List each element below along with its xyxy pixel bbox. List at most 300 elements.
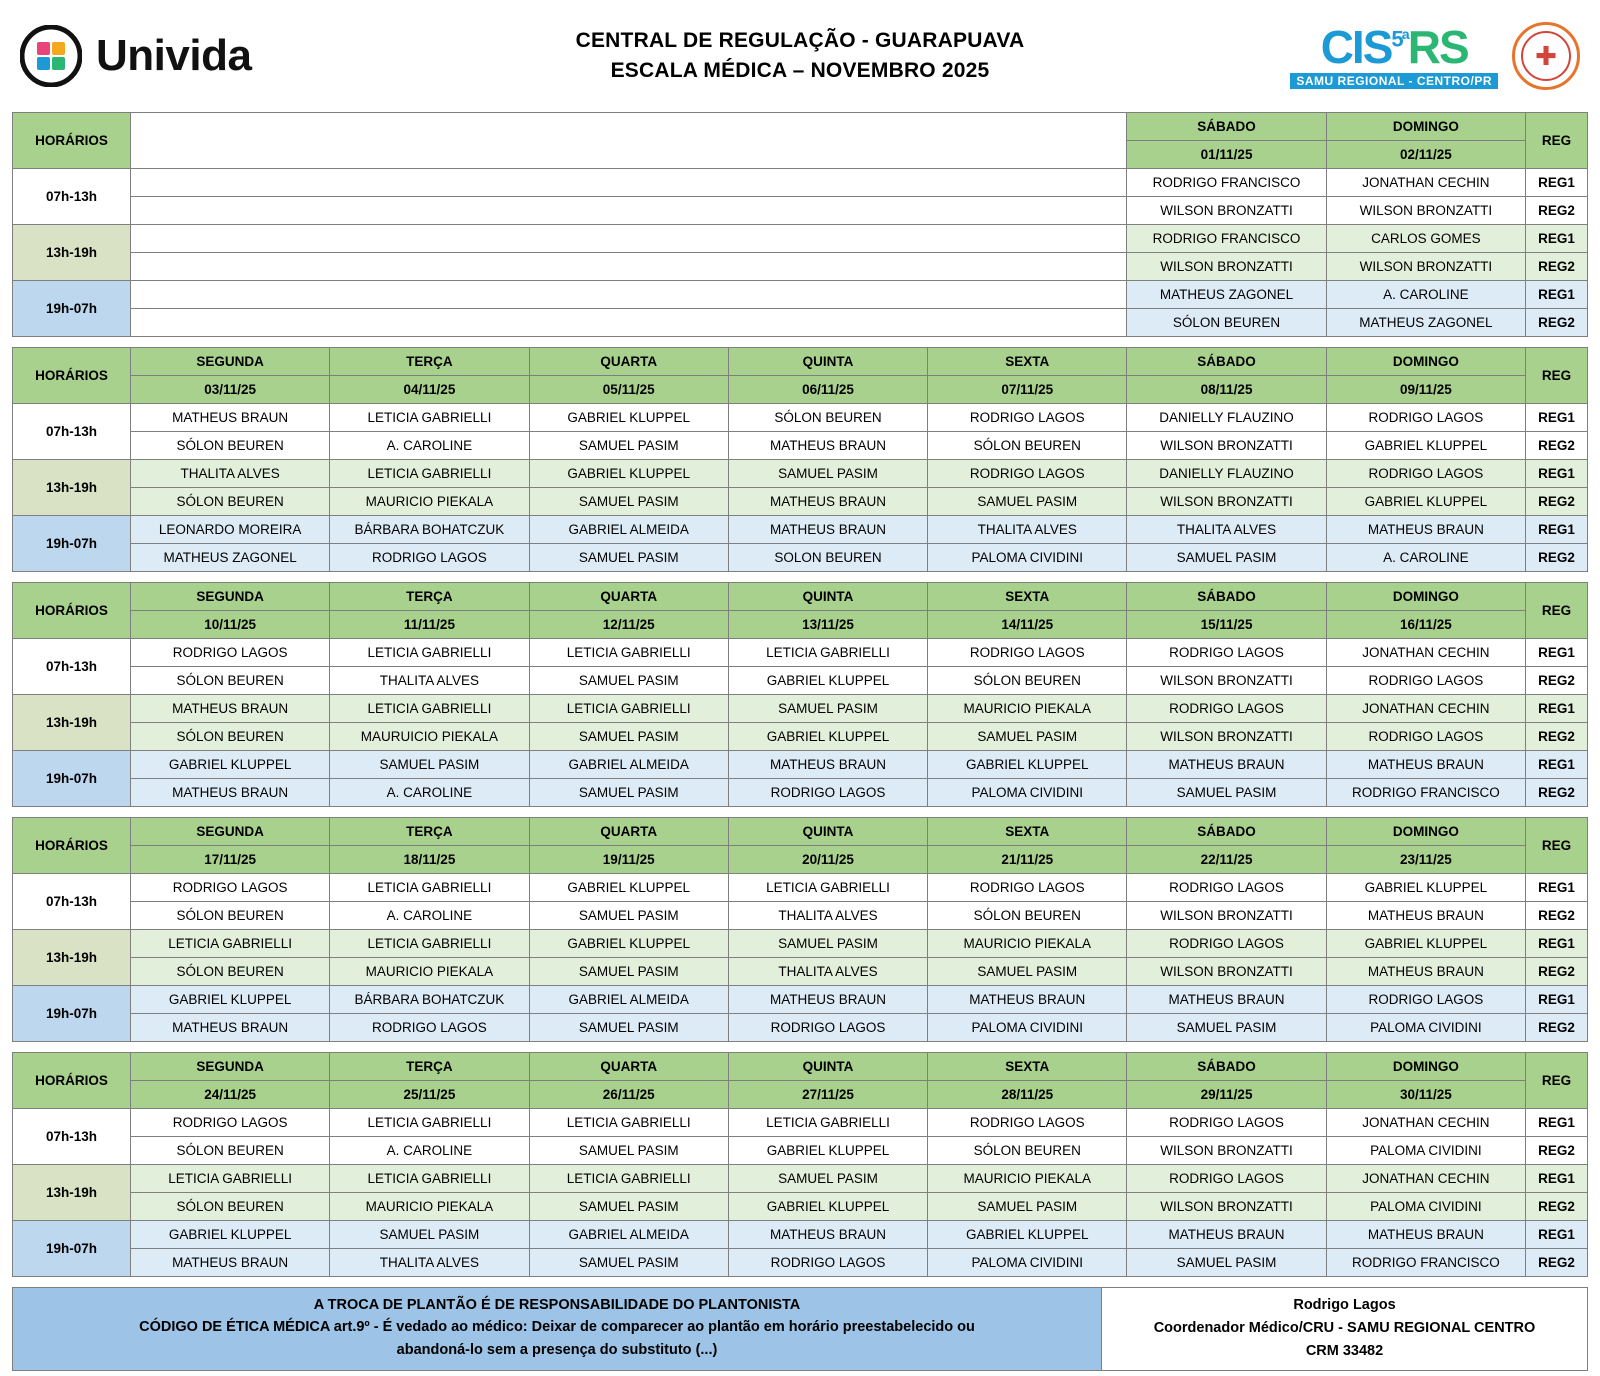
weekday-header: QUINTA (728, 818, 927, 846)
cis-logo-text (1290, 20, 1498, 73)
doctor-cell: SÓLON BEUREN (131, 1193, 330, 1221)
page-header (12, 0, 1588, 112)
table-row (13, 544, 1588, 572)
doctor-cell: SÓLON BEUREN (131, 723, 330, 751)
doctor-cell: SAMUEL PASIM (728, 930, 927, 958)
doctor-cell: SAMUEL PASIM (529, 1249, 728, 1277)
horarios-header: HORÁRIOS (13, 818, 131, 874)
reg-cell: REG2 (1526, 197, 1588, 225)
doctor-cell: RODRIGO LAGOS (1127, 1165, 1326, 1193)
doctor-cell: PALOMA CIVIDINI (928, 779, 1127, 807)
table-row (13, 902, 1588, 930)
samu-badge (1512, 22, 1580, 90)
weekday-header: DOMINGO (1326, 818, 1525, 846)
doctor-cell: LETICIA GABRIELLI (529, 1109, 728, 1137)
table-row (13, 488, 1588, 516)
doctor-cell: SAMUEL PASIM (928, 958, 1127, 986)
doctor-cell: SAMUEL PASIM (529, 958, 728, 986)
week-dates-row (13, 376, 1588, 404)
shift-label: 07h-13h (13, 1109, 131, 1165)
doctor-cell: GABRIEL KLUPPEL (529, 874, 728, 902)
date-header: 25/11/25 (330, 1081, 529, 1109)
weekday-header: SEGUNDA (131, 1053, 330, 1081)
doctor-cell: SAMUEL PASIM (529, 723, 728, 751)
weekday-header: DOMINGO (1326, 583, 1525, 611)
date-header: 13/11/25 (728, 611, 927, 639)
doctor-cell: THALITA ALVES (131, 460, 330, 488)
doctor-cell: A. CAROLINE (1326, 281, 1525, 309)
doctor-cell: JONATHAN CECHIN (1326, 639, 1525, 667)
reg-cell: REG2 (1526, 544, 1588, 572)
date-header: 02/11/25 (1326, 141, 1525, 169)
doctor-cell: SAMUEL PASIM (1127, 1014, 1326, 1042)
doctor-cell: CARLOS GOMES (1326, 225, 1525, 253)
table-row (13, 639, 1588, 667)
doctor-cell: MATHEUS BRAUN (728, 1221, 927, 1249)
doctor-cell: GABRIEL KLUPPEL (728, 723, 927, 751)
doctor-cell: PALOMA CIVIDINI (928, 1249, 1127, 1277)
table-row (13, 404, 1588, 432)
doctor-cell: SAMUEL PASIM (1127, 1249, 1326, 1277)
weekday-header: QUARTA (529, 1053, 728, 1081)
doctor-cell: THALITA ALVES (728, 958, 927, 986)
weekday-header: DOMINGO (1326, 348, 1525, 376)
doctor-cell: DANIELLY FLAUZINO (1127, 404, 1326, 432)
empty-cell (131, 197, 1127, 225)
date-header: 09/11/25 (1326, 376, 1525, 404)
doctor-cell: SAMUEL PASIM (928, 1193, 1127, 1221)
date-header: 14/11/25 (928, 611, 1127, 639)
star-of-life-icon: ✚ (1535, 41, 1557, 71)
univida-logo-icon (20, 25, 82, 87)
reg-cell: REG1 (1526, 1165, 1588, 1193)
cis-logo (1290, 20, 1498, 89)
week-dates-row (13, 611, 1588, 639)
doctor-cell: THALITA ALVES (728, 902, 927, 930)
date-header: 11/11/25 (330, 611, 529, 639)
doctor-cell: A. CAROLINE (330, 1137, 529, 1165)
doctor-cell: RODRIGO FRANCISCO (1326, 779, 1525, 807)
doctor-cell: MATHEUS BRAUN (1326, 902, 1525, 930)
empty-cell (131, 169, 1127, 197)
week-table (12, 817, 1588, 1042)
cis-logo-subtitle: SAMU REGIONAL - CENTRO/PR (1290, 73, 1498, 89)
doctor-cell: MATHEUS BRAUN (131, 695, 330, 723)
doctor-cell: GABRIEL KLUPPEL (131, 986, 330, 1014)
doctor-cell: SÓLON BEUREN (131, 432, 330, 460)
shift-label: 13h-19h (13, 930, 131, 986)
doctor-cell: A. CAROLINE (330, 779, 529, 807)
reg-cell: REG2 (1526, 432, 1588, 460)
table-row (13, 874, 1588, 902)
doctor-cell: BÁRBARA BOHATCZUK (330, 516, 529, 544)
table-row (13, 460, 1588, 488)
doctor-cell: WILSON BRONZATTI (1127, 432, 1326, 460)
table-row (13, 516, 1588, 544)
table-row (13, 309, 1588, 337)
doctor-cell: SÓLON BEUREN (131, 902, 330, 930)
table-row (13, 197, 1588, 225)
date-header: 03/11/25 (131, 376, 330, 404)
doctor-cell: RODRIGO LAGOS (728, 779, 927, 807)
date-header: 07/11/25 (928, 376, 1127, 404)
doctor-cell: SAMUEL PASIM (1127, 779, 1326, 807)
doctor-cell: RODRIGO LAGOS (928, 874, 1127, 902)
doctor-cell: RODRIGO LAGOS (1127, 695, 1326, 723)
weekday-header: TERÇA (330, 1053, 529, 1081)
doctor-cell: MATHEUS BRAUN (728, 432, 927, 460)
doctor-cell: GABRIEL KLUPPEL (1326, 432, 1525, 460)
date-header: 08/11/25 (1127, 376, 1326, 404)
table-row (13, 1249, 1588, 1277)
doctor-cell: GABRIEL KLUPPEL (529, 404, 728, 432)
table-row (13, 958, 1588, 986)
reg-cell: REG1 (1526, 516, 1588, 544)
doctor-cell: SÓLON BEUREN (728, 404, 927, 432)
weekday-header: SEXTA (928, 348, 1127, 376)
reg-header: REG (1526, 1053, 1588, 1109)
weekday-header: SEXTA (928, 1053, 1127, 1081)
date-header: 19/11/25 (529, 846, 728, 874)
reg-cell: REG1 (1526, 1109, 1588, 1137)
date-header: 10/11/25 (131, 611, 330, 639)
shift-label: 07h-13h (13, 404, 131, 460)
table-row (13, 169, 1588, 197)
doctor-cell: LETICIA GABRIELLI (728, 1109, 927, 1137)
weekday-header: SÁBADO (1127, 348, 1326, 376)
doctor-cell: JONATHAN CECHIN (1326, 169, 1525, 197)
table-row (13, 432, 1588, 460)
doctor-cell: SÓLON BEUREN (928, 1137, 1127, 1165)
doctor-cell: LETICIA GABRIELLI (131, 930, 330, 958)
doctor-cell: RODRIGO LAGOS (1127, 1109, 1326, 1137)
doctor-cell: A. CAROLINE (330, 432, 529, 460)
horarios-header: HORÁRIOS (13, 113, 131, 169)
doctor-cell: MATHEUS ZAGONEL (1127, 281, 1326, 309)
reg-cell: REG2 (1526, 667, 1588, 695)
doctor-cell: MATHEUS BRAUN (131, 779, 330, 807)
table-row (13, 779, 1588, 807)
weekday-header: SÁBADO (1127, 583, 1326, 611)
doctor-cell: LETICIA GABRIELLI (330, 639, 529, 667)
reg-cell: REG1 (1526, 460, 1588, 488)
reg-cell: REG2 (1526, 958, 1588, 986)
doctor-cell: SAMUEL PASIM (928, 488, 1127, 516)
doctor-cell: PALOMA CIVIDINI (1326, 1014, 1525, 1042)
reg-cell: REG1 (1526, 695, 1588, 723)
reg-cell: REG2 (1526, 253, 1588, 281)
week-header-row (13, 1053, 1588, 1081)
table-row (13, 751, 1588, 779)
doctor-cell: MATHEUS BRAUN (728, 751, 927, 779)
date-header: 05/11/25 (529, 376, 728, 404)
doctor-cell: WILSON BRONZATTI (1127, 253, 1326, 281)
doctor-cell: MAURUICIO PIEKALA (330, 723, 529, 751)
doctor-cell: RODRIGO LAGOS (928, 1109, 1127, 1137)
reg-cell: REG1 (1526, 751, 1588, 779)
doctor-cell: RODRIGO LAGOS (1326, 723, 1525, 751)
doctor-cell: GABRIEL KLUPPEL (131, 1221, 330, 1249)
table-row (13, 1014, 1588, 1042)
reg-cell: REG1 (1526, 986, 1588, 1014)
reg-cell: REG2 (1526, 309, 1588, 337)
date-header: 06/11/25 (728, 376, 927, 404)
doctor-cell: GABRIEL KLUPPEL (1326, 930, 1525, 958)
doctor-cell: RODRIGO LAGOS (1326, 460, 1525, 488)
reg-cell: REG2 (1526, 1014, 1588, 1042)
footer-signature (1102, 1287, 1588, 1371)
doctor-cell: LETICIA GABRIELLI (330, 930, 529, 958)
doctor-cell: RODRIGO LAGOS (131, 874, 330, 902)
doctor-cell: SÓLON BEUREN (131, 488, 330, 516)
doctor-cell: LETICIA GABRIELLI (728, 639, 927, 667)
table-row (13, 930, 1588, 958)
doctor-cell: WILSON BRONZATTI (1127, 902, 1326, 930)
doctor-cell: GABRIEL ALMEIDA (529, 751, 728, 779)
page-title (350, 26, 1250, 87)
week-header-row (13, 818, 1588, 846)
doctor-cell: THALITA ALVES (928, 516, 1127, 544)
doctor-cell: SAMUEL PASIM (529, 667, 728, 695)
doctor-cell: MATHEUS BRAUN (928, 986, 1127, 1014)
empty-cell (131, 309, 1127, 337)
weekday-header: DOMINGO (1326, 113, 1525, 141)
title-line-2: ESCALA MÉDICA – NOVEMBRO 2025 (610, 59, 990, 82)
doctor-cell: MATHEUS BRAUN (1326, 1221, 1525, 1249)
doctor-cell: MAURICIO PIEKALA (928, 930, 1127, 958)
date-header: 20/11/25 (728, 846, 927, 874)
doctor-cell: RODRIGO LAGOS (131, 639, 330, 667)
date-header: 18/11/25 (330, 846, 529, 874)
weekday-header: TERÇA (330, 583, 529, 611)
weekday-header: SÁBADO (1127, 113, 1326, 141)
doctor-cell: SÓLON BEUREN (1127, 309, 1326, 337)
weekday-header: SEGUNDA (131, 348, 330, 376)
doctor-cell: RODRIGO LAGOS (728, 1249, 927, 1277)
reg-header: REG (1526, 583, 1588, 639)
doctor-cell: RODRIGO LAGOS (928, 639, 1127, 667)
doctor-cell: RODRIGO LAGOS (928, 460, 1127, 488)
doctor-cell: LETICIA GABRIELLI (330, 1109, 529, 1137)
doctor-cell: LEONARDO MOREIRA (131, 516, 330, 544)
doctor-cell: RODRIGO LAGOS (330, 544, 529, 572)
reg-cell: REG2 (1526, 1249, 1588, 1277)
doctor-cell: LETICIA GABRIELLI (330, 460, 529, 488)
doctor-cell: A. CAROLINE (330, 902, 529, 930)
table-row (13, 1109, 1588, 1137)
doctor-cell: RODRIGO LAGOS (1326, 986, 1525, 1014)
doctor-cell: LETICIA GABRIELLI (728, 874, 927, 902)
doctor-cell: SAMUEL PASIM (529, 432, 728, 460)
doctor-cell: RODRIGO LAGOS (1326, 667, 1525, 695)
doctor-cell: WILSON BRONZATTI (1326, 253, 1525, 281)
weekday-header: QUARTA (529, 348, 728, 376)
doctor-cell: GABRIEL KLUPPEL (928, 751, 1127, 779)
doctor-cell: SAMUEL PASIM (529, 779, 728, 807)
table-row (13, 253, 1588, 281)
doctor-cell: MAURICIO PIEKALA (928, 695, 1127, 723)
doctor-cell: WILSON BRONZATTI (1127, 723, 1326, 751)
doctor-cell: PALOMA CIVIDINI (1326, 1137, 1525, 1165)
doctor-cell: GABRIEL KLUPPEL (728, 667, 927, 695)
shift-label: 19h-07h (13, 281, 131, 337)
reg-cell: REG2 (1526, 1193, 1588, 1221)
date-header: 23/11/25 (1326, 846, 1525, 874)
date-header: 27/11/25 (728, 1081, 927, 1109)
table-row (13, 667, 1588, 695)
weekday-header: TERÇA (330, 348, 529, 376)
shift-label: 13h-19h (13, 1165, 131, 1221)
weekday-header: QUINTA (728, 583, 927, 611)
weekday-header: SÁBADO (1127, 818, 1326, 846)
brand-logo (20, 25, 350, 87)
doctor-cell: SAMUEL PASIM (529, 1193, 728, 1221)
doctor-cell: PALOMA CIVIDINI (928, 544, 1127, 572)
doctor-cell: RODRIGO LAGOS (131, 1109, 330, 1137)
doctor-cell: WILSON BRONZATTI (1127, 958, 1326, 986)
footer-notice-line-3: abandoná-lo sem a presença do substituto (...) (396, 1341, 718, 1358)
week-header-row (13, 583, 1588, 611)
doctor-cell: MATHEUS BRAUN (1326, 516, 1525, 544)
doctor-cell: SAMUEL PASIM (1127, 544, 1326, 572)
doctor-cell: SAMUEL PASIM (728, 1165, 927, 1193)
doctor-cell: MATHEUS BRAUN (1127, 986, 1326, 1014)
samu-badge-inner (1521, 31, 1571, 81)
shift-label: 19h-07h (13, 1221, 131, 1277)
doctor-cell: LETICIA GABRIELLI (330, 404, 529, 432)
doctor-cell: MAURICIO PIEKALA (330, 488, 529, 516)
doctor-cell: SOLON BEUREN (728, 544, 927, 572)
doctor-cell: RODRIGO LAGOS (928, 404, 1127, 432)
weekday-header: DOMINGO (1326, 1053, 1525, 1081)
doctor-cell: LETICIA GABRIELLI (131, 1165, 330, 1193)
shift-label: 19h-07h (13, 751, 131, 807)
doctor-cell: SÓLON BEUREN (928, 432, 1127, 460)
doctor-cell: DANIELLY FLAUZINO (1127, 460, 1326, 488)
doctor-cell: MATHEUS ZAGONEL (1326, 309, 1525, 337)
cis-logo-sup: 5ª (1391, 26, 1408, 52)
doctor-cell: GABRIEL KLUPPEL (1326, 488, 1525, 516)
doctor-cell: MATHEUS BRAUN (728, 986, 927, 1014)
date-header: 28/11/25 (928, 1081, 1127, 1109)
shift-label: 19h-07h (13, 516, 131, 572)
doctor-cell: WILSON BRONZATTI (1326, 197, 1525, 225)
doctor-cell: GABRIEL ALMEIDA (529, 516, 728, 544)
doctor-cell: RODRIGO LAGOS (728, 1014, 927, 1042)
date-header: 29/11/25 (1127, 1081, 1326, 1109)
footer-notice-line-2: CÓDIGO DE ÉTICA MÉDICA art.9º - É vedado ao médico: Deixar de comparecer ao plantão em horário preestabelecido ou (139, 1319, 975, 1336)
doctor-cell: MATHEUS BRAUN (1326, 958, 1525, 986)
doctor-cell: GABRIEL KLUPPEL (728, 1137, 927, 1165)
horarios-header: HORÁRIOS (13, 1053, 131, 1109)
doctor-cell: WILSON BRONZATTI (1127, 488, 1326, 516)
doctor-cell: PALOMA CIVIDINI (1326, 1193, 1525, 1221)
doctor-cell: GABRIEL KLUPPEL (1326, 874, 1525, 902)
doctor-cell: MAURICIO PIEKALA (330, 958, 529, 986)
date-header: 24/11/25 (131, 1081, 330, 1109)
doctor-cell: MATHEUS BRAUN (1127, 751, 1326, 779)
doctor-cell: RODRIGO FRANCISCO (1127, 225, 1326, 253)
doctor-cell: RODRIGO FRANCISCO (1326, 1249, 1525, 1277)
doctor-cell: SAMUEL PASIM (529, 544, 728, 572)
doctor-cell: MATHEUS BRAUN (728, 488, 927, 516)
shift-label: 13h-19h (13, 695, 131, 751)
doctor-cell: MATHEUS BRAUN (131, 1249, 330, 1277)
reg-cell: REG1 (1526, 639, 1588, 667)
doctor-cell: GABRIEL ALMEIDA (529, 1221, 728, 1249)
date-header: 04/11/25 (330, 376, 529, 404)
weekday-header: SEGUNDA (131, 818, 330, 846)
doctor-cell: SAMUEL PASIM (529, 1137, 728, 1165)
week-table (12, 582, 1588, 807)
doctor-cell: SÓLON BEUREN (131, 667, 330, 695)
reg-cell: REG2 (1526, 723, 1588, 751)
doctor-cell: BÁRBARA BOHATCZUK (330, 986, 529, 1014)
reg-header: REG (1526, 348, 1588, 404)
doctor-cell: SÓLON BEUREN (928, 902, 1127, 930)
signature-name: Rodrigo Lagos (1293, 1297, 1396, 1313)
doctor-cell: SÓLON BEUREN (928, 667, 1127, 695)
table-row (13, 1165, 1588, 1193)
reg-cell: REG2 (1526, 779, 1588, 807)
doctor-cell: WILSON BRONZATTI (1127, 667, 1326, 695)
date-header: 16/11/25 (1326, 611, 1525, 639)
horarios-header: HORÁRIOS (13, 348, 131, 404)
doctor-cell: MATHEUS BRAUN (728, 516, 927, 544)
shift-label: 07h-13h (13, 639, 131, 695)
doctor-cell: SAMUEL PASIM (728, 695, 927, 723)
table-row (13, 225, 1588, 253)
doctor-cell: THALITA ALVES (330, 1249, 529, 1277)
date-header: 30/11/25 (1326, 1081, 1525, 1109)
doctor-cell: MATHEUS BRAUN (1326, 751, 1525, 779)
shift-label: 07h-13h (13, 874, 131, 930)
footer-notice (12, 1287, 1102, 1371)
doctor-cell: LETICIA GABRIELLI (529, 1165, 728, 1193)
doctor-cell: GABRIEL KLUPPEL (529, 460, 728, 488)
date-header: 22/11/25 (1127, 846, 1326, 874)
reg-cell: REG1 (1526, 281, 1588, 309)
schedule-tables (12, 112, 1588, 1277)
table-row (13, 1137, 1588, 1165)
doctor-cell: SAMUEL PASIM (330, 1221, 529, 1249)
reg-header: REG (1526, 113, 1588, 169)
week-table (12, 112, 1588, 337)
doctor-cell: RODRIGO LAGOS (1127, 639, 1326, 667)
week-dates-row (13, 1081, 1588, 1109)
title-line-1: CENTRAL DE REGULAÇÃO - GUARAPUAVA (575, 28, 1025, 52)
doctor-cell: SAMUEL PASIM (330, 751, 529, 779)
empty-cell (131, 253, 1127, 281)
cis-logo-main: CIS (1320, 20, 1392, 73)
doctor-cell: RODRIGO LAGOS (330, 1014, 529, 1042)
doctor-cell: PALOMA CIVIDINI (928, 1014, 1127, 1042)
doctor-cell: RODRIGO FRANCISCO (1127, 169, 1326, 197)
shift-label: 07h-13h (13, 169, 131, 225)
doctor-cell: GABRIEL KLUPPEL (928, 1221, 1127, 1249)
doctor-cell: JONATHAN CECHIN (1326, 695, 1525, 723)
doctor-cell: SÓLON BEUREN (131, 958, 330, 986)
brand-name: Univida (96, 31, 252, 80)
doctor-cell: MAURICIO PIEKALA (330, 1193, 529, 1221)
doctor-cell: GABRIEL KLUPPEL (131, 751, 330, 779)
weekday-header: SEXTA (928, 583, 1127, 611)
empty-cell (131, 225, 1127, 253)
weekday-header: SEXTA (928, 818, 1127, 846)
table-row (13, 986, 1588, 1014)
weekday-header: QUINTA (728, 348, 927, 376)
empty-cell (131, 281, 1127, 309)
